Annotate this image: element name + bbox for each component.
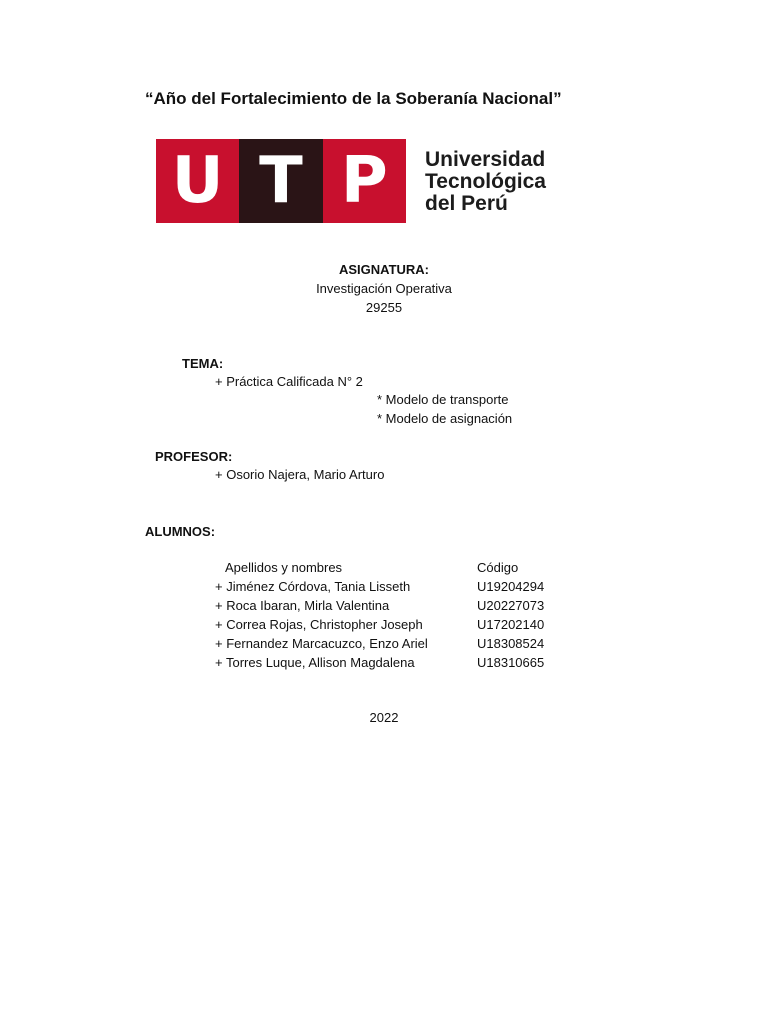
logo-letter-t: T bbox=[259, 144, 303, 218]
students-table-header bbox=[215, 558, 555, 577]
student-code: U18308524 bbox=[477, 636, 545, 651]
utp-logo bbox=[156, 139, 406, 223]
header-code: Código bbox=[477, 560, 519, 575]
student-name: + Fernandez Marcacuzco, Enzo Ariel bbox=[215, 636, 428, 651]
profesor-name: + Osorio Najera, Mario Arturo bbox=[215, 467, 385, 482]
student-code: U19204294 bbox=[477, 579, 545, 594]
table-row bbox=[215, 577, 555, 596]
tema-subitem-asignacion: * Modelo de asignación bbox=[377, 411, 513, 426]
student-code: U18310665 bbox=[477, 655, 545, 670]
table-row bbox=[215, 653, 555, 672]
header-name: Apellidos y nombres bbox=[225, 560, 343, 575]
year: 2022 bbox=[369, 710, 399, 725]
table-row bbox=[215, 615, 555, 634]
logo-letter-p: P bbox=[340, 144, 388, 218]
student-name: + Torres Luque, Allison Magdalena bbox=[215, 655, 415, 670]
logo-letter-u: U bbox=[171, 144, 224, 218]
asignatura-label: ASIGNATURA: bbox=[338, 262, 430, 277]
tema-item: + Práctica Calificada N° 2 bbox=[215, 374, 363, 389]
table-row bbox=[215, 596, 555, 615]
student-code: U20227073 bbox=[477, 598, 545, 613]
table-row bbox=[215, 634, 555, 653]
asignatura-name: Investigación Operativa bbox=[316, 281, 452, 296]
logo-block-u bbox=[156, 139, 239, 223]
university-name-line-1: Universidad bbox=[425, 148, 546, 171]
university-name-line-2: Tecnológica bbox=[425, 170, 546, 193]
motto-heading: “Año del Fortalecimiento de la Soberanía Nacional” bbox=[145, 89, 562, 108]
logo-block-t bbox=[239, 139, 322, 223]
university-name bbox=[425, 149, 546, 215]
alumnos-label: ALUMNOS: bbox=[145, 524, 216, 539]
student-name: + Roca Ibaran, Mirla Valentina bbox=[215, 598, 390, 613]
tema-subitem-transporte: * Modelo de transporte bbox=[377, 392, 509, 407]
tema-label: TEMA: bbox=[182, 356, 224, 371]
student-name: + Correa Rojas, Christopher Joseph bbox=[215, 617, 423, 632]
university-name-line-3: del Perú bbox=[425, 192, 508, 215]
profesor-label: PROFESOR: bbox=[155, 449, 233, 464]
student-code: U17202140 bbox=[477, 617, 545, 632]
students-table bbox=[215, 558, 555, 672]
student-name: + Jiménez Córdova, Tania Lisseth bbox=[215, 579, 411, 594]
logo-block-p bbox=[323, 139, 406, 223]
asignatura-code: 29255 bbox=[365, 300, 403, 315]
